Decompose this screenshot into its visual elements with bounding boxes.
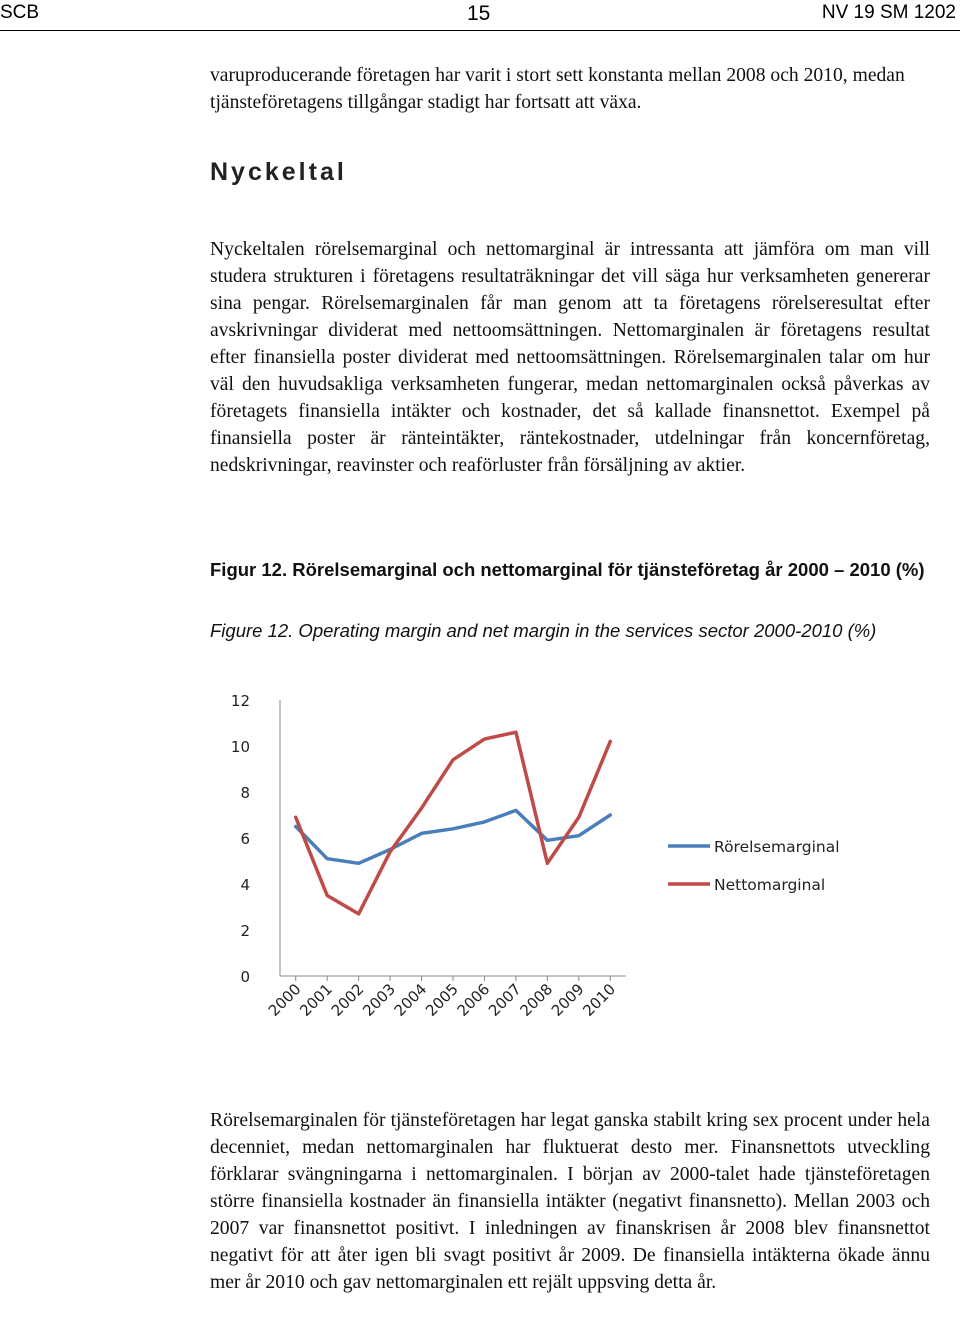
x-tick-label: 2009 <box>547 980 588 1020</box>
header-agency: SCB <box>0 2 40 23</box>
header-rule <box>0 30 960 31</box>
x-tick-label: 2001 <box>296 980 337 1020</box>
series-line-nettomarginal <box>296 732 611 914</box>
x-tick-label: 2007 <box>485 980 525 1020</box>
x-tick-label: 2004 <box>390 980 431 1020</box>
legend-label: Rörelsemarginal <box>714 838 840 856</box>
closing-paragraph: Rörelsemarginalen för tjänsteföretagen har legat ganska stabilt kring sex procent under hela decenniet, medan nettomarginalen har fluktuerat desto mer. Finansnettots utveckling förklarar svängningarna i nettomarginalen. I början av 2000-talet hade tjänsteföretagen större finansiella kostnader än finansiella intäkter (negativt finansnetto). Mellan 2003 och 2007 var finansnettot positivt. I inledningen av finanskrisen år 2008 blev finansnettot negativt för att åter igen bli svagt positivt år 2009. De finansiella intäkterna ökade ännu mer år 2010 och gav nettomarginalen ett rejält uppsving detta år. <box>210 1110 930 1293</box>
body-paragraph: Nyckeltalen rörelsemarginal och nettomarginal är intressanta att jämföra om man vill studera strukturen i företagens resultaträkningar det vill säga hur verksamheten genererar sina pengar. Rörelsemarginalen får man genom att ta företagens rörelseresultat efter avskrivningar dividerat med nettoomsättningen. Nettomarginalen är företagens resultat efter finansiella poster dividerat med nettoomsättningen. Rörelsemarginalen talar om hur väl den huvudsakliga verksamheten fungerar, medan nettomarginalen också påverkas av företagets finansiella intäkter och kostnader, det så kallade finansnettot. Exempel på finansiella poster är ränteintäkter, räntekostnader, utdelningar från koncernföretag, nedskrivningar, reavinster och reaförluster från försäljning av aktier. <box>210 239 930 476</box>
y-tick-label: 8 <box>240 784 250 802</box>
y-tick-label: 12 <box>230 692 250 710</box>
y-tick-label: 6 <box>240 830 250 848</box>
report-code: NV 19 SM 1202 <box>821 2 956 23</box>
x-tick-label: 2000 <box>264 980 305 1020</box>
figure-caption-english: Figure 12. Operating margin and net margin in the services sector 2000-2010 (%) <box>210 620 877 641</box>
page-number: 15 <box>467 2 491 25</box>
x-tick-label: 2010 <box>579 980 620 1020</box>
x-tick-label: 2002 <box>327 980 368 1020</box>
legend <box>668 838 840 894</box>
x-tick-label: 2005 <box>422 980 462 1020</box>
y-tick-label: 2 <box>240 922 250 940</box>
y-axis <box>231 692 280 986</box>
margin-line-chart <box>196 680 916 1080</box>
x-axis <box>265 976 626 1020</box>
y-tick-label: 4 <box>240 876 250 894</box>
y-tick-label: 10 <box>230 738 250 756</box>
series-group <box>296 732 611 914</box>
section-heading: Nyckeltal <box>210 158 347 186</box>
x-tick-label: 2008 <box>516 980 557 1020</box>
series-line-rorelsemarginal <box>296 810 611 863</box>
y-tick-label: 0 <box>240 968 250 986</box>
figure-caption-swedish: Figur 12. Rörelsemarginal och nettomarginal för tjänsteföretag år 2000 – 2010 (%) <box>210 559 925 580</box>
x-tick-label: 2006 <box>453 980 494 1020</box>
legend-label: Nettomarginal <box>714 876 826 894</box>
intro-paragraph: varuproducerande företagen har varit i stort sett konstanta mellan 2008 och 2010, medan tjänsteföretagens tillgångar stadigt har fortsatt att växa. <box>210 65 905 113</box>
x-tick-label: 2003 <box>359 980 399 1020</box>
